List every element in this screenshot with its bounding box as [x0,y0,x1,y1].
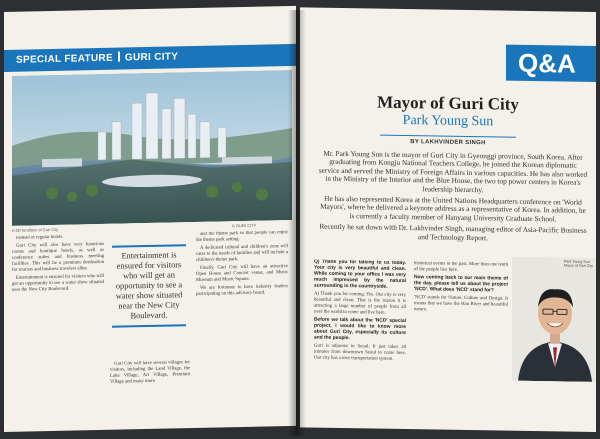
hero-image [12,70,292,226]
section-separator [118,52,120,62]
column-2-paragraph: Guri City will have several villages for visitors, including the Land Village, the Lake Village, Art Village, Premium Village and many more. [110,360,190,385]
article-headline: Mayor of Guri City [377,92,519,114]
question: Before we talk about the 'NCD' special project, I would like to know more about Guri City, especially its culture and the people. [314,317,406,342]
qa-section-tag [506,45,596,82]
section-band [4,44,296,72]
page-gutter-shadow [288,10,306,436]
question: Q) Thank you for talking to us today. Your city is very beautiful and clean. While coming to your office I was very much impressed by the natural surrounding in the countryside. [314,259,406,290]
right-page [300,7,596,432]
mayor-portrait [512,257,596,382]
column-3-paragraph: Finally, Guri City will have an attractive Open House and Concert venue, and Music Museum and Music Square. [196,264,288,283]
column-3-paragraph: and the theme park so that people can enjoy the theme park setting. [196,230,288,243]
intro-paragraph: He has also represented Korea at the United Nations Headquarters conference on 'World Mayors', where he delivered a keynote address as a representative of Korea. In addition, he is currently a faculty member of Hanyang University Graduate School. [320,193,586,224]
qa-column-right [414,261,508,424]
answer: Guri is adjacent to Seoul. It just takes 20 minutes from downtown Seoul to come here. Our city has a nice transportation system. [314,343,406,362]
hero-credit: © GURI CITY [232,222,257,229]
intro-text [318,150,588,247]
column-3-paragraph: We are fortunate to have industry leaders participating on this advisory board. [196,284,288,297]
question: Now coming back to our main theme of the day, please tell us about the project 'NCD'. What does 'NCD' stand for? [414,275,508,294]
column-1-paragraph: Entertainment is ensured for visitors who will get an opportunity to see a water show situated near the New City Boulevard. [12,273,104,293]
qa-column-left [314,260,406,423]
qa-tag-text: Q&A [518,47,576,79]
column-2 [110,360,190,424]
column-3 [196,230,288,422]
section-name: GURI CITY [124,51,179,64]
portrait-photo [512,257,596,382]
section-header [16,50,178,65]
pull-quote: Entertainment is ensured for visitors who will get an opportunity to see a water show situated near the New City Boulevard. [112,244,186,328]
column-3-paragraph: A dedicated cultural and children's zone will cater to the needs of families and will include a children's theme park. [196,244,288,263]
intro-paragraph: Mr. Park Young Sun is the mayor of Guri City in Gyeonggi province, South Korea. After graduating from Kongju National Teachers College, he joined the Korean diplomatic service and served the Ministry of Foreign Affairs in various capacities. He has also worked in the Ministry of the Interior and the Blue House, the two top power centers in Korea's leadership hierarchy. [318,148,588,194]
answer: 'NCD' stands for Nature, Culture and Design. It means that we have the Han River and beautiful nature. [414,295,508,313]
section-label: SPECIAL FEATURE [16,52,113,66]
hero-caption: A 3D rendition of Guri City [12,226,59,233]
column-1 [12,234,104,426]
left-page [4,6,296,432]
answer: historical events in the past. More than one tenth of the people live here. [414,261,508,273]
city-rendering-image [12,70,292,226]
column-1-paragraph: instead of regular hotels. [16,234,64,241]
intro-paragraph: Recently he sat down with Dr. Lakhvinder Singh, managing editor of Asia-Pacific Business and Technology Report. [319,221,587,242]
column-1-paragraph: Guri City will also have very luxurious rooms and boutique hotels, as well as conference suites and business meeting facilities. This will be a premium destination for tourists and business travelers alike. [12,241,104,273]
article-subheadline: Park Young Sun [402,112,494,130]
portrait-caption: Park Young Sun Mayor of Guri City [564,259,593,268]
byline: BY LAKHVINDER SINGH [410,139,486,147]
byline-divider [380,135,516,138]
answer: A) Thank you for coming. Yes. Our city is very beautiful and clean. That is the reason it is attracting a large number of people from all over the world to come and live here. [314,291,406,316]
